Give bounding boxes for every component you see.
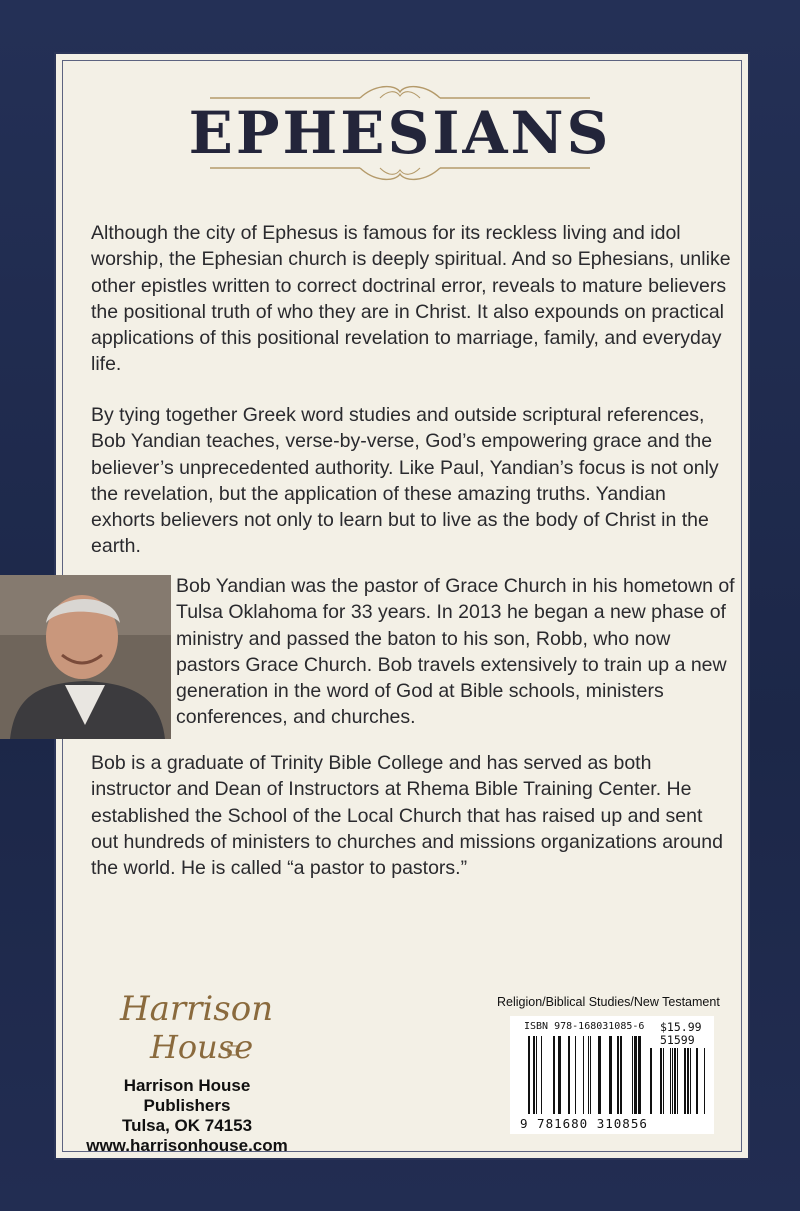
logo-word-harrison: Harrison xyxy=(120,989,274,1029)
harrison-house-logo xyxy=(112,980,274,1070)
publisher-city: Tulsa, OK 74153 xyxy=(121,1116,253,1135)
description-paragraph-2: By tying together Greek word studies and outside scriptural references, Bob Yandian teaches, verse-by-verse, God’s empowering grace and the believer’s unprecedented authority. Like Paul, Yandian’s focus is not only the revelation, but the application of these amazing truths. Yandian exhorts believers not only to learn but to live as the body of Christ in the earth. xyxy=(91,404,719,558)
isbn-digits: 9 781680 310856 xyxy=(520,1116,648,1131)
price: $15.99 xyxy=(660,1020,702,1034)
logo-word-house: House xyxy=(150,1028,254,1066)
book-category: Religion/Biblical Studies/New Testament xyxy=(497,995,720,1009)
price-code: 51599 xyxy=(660,1033,695,1047)
author-photo xyxy=(0,575,171,739)
publisher-info xyxy=(82,1076,292,1156)
description-paragraph-1: Although the city of Ephesus is famous for its reckless living and idol worship, the Ephesian church is deeply spiritual. And so Ephesians, unlike other epistles written to correct doctrinal error, reveals to mature believers the positional truth of who they are in Christ. It also expounds on practical applications of this positional revelation to marriage, family, and everyday life. xyxy=(91,222,731,376)
publisher-website: www.harrisonhouse.com xyxy=(86,1136,288,1155)
book-title: EPHESIANS xyxy=(188,99,612,167)
publisher-name: Harrison House Publishers xyxy=(123,1076,251,1115)
isbn-barcode xyxy=(510,1016,714,1134)
isbn-label: ISBN 978-168031085-6 xyxy=(524,1021,645,1032)
author-credentials-paragraph: Bob is a graduate of Trinity Bible College and has served as both instructor and Dean of Instructors at Rhema Bible Training Center. He established the School of the Local Church that has raised up and sent out hundreds of ministers to churches and missions organizations around the world. He is called “a pastor to pastors.” xyxy=(91,752,723,880)
author-bio-paragraph: Bob Yandian was the pastor of Grace Church in his hometown of Tulsa Oklahoma for 33 years. In 2013 he began a new phase of ministry and passed the baton to his son, Robb, who now pastors Grace Church. Bob travels extensively to train up a new generation in the word of God at Bible schools, ministers conferences, and churches. xyxy=(176,575,735,729)
title-block xyxy=(0,80,800,186)
